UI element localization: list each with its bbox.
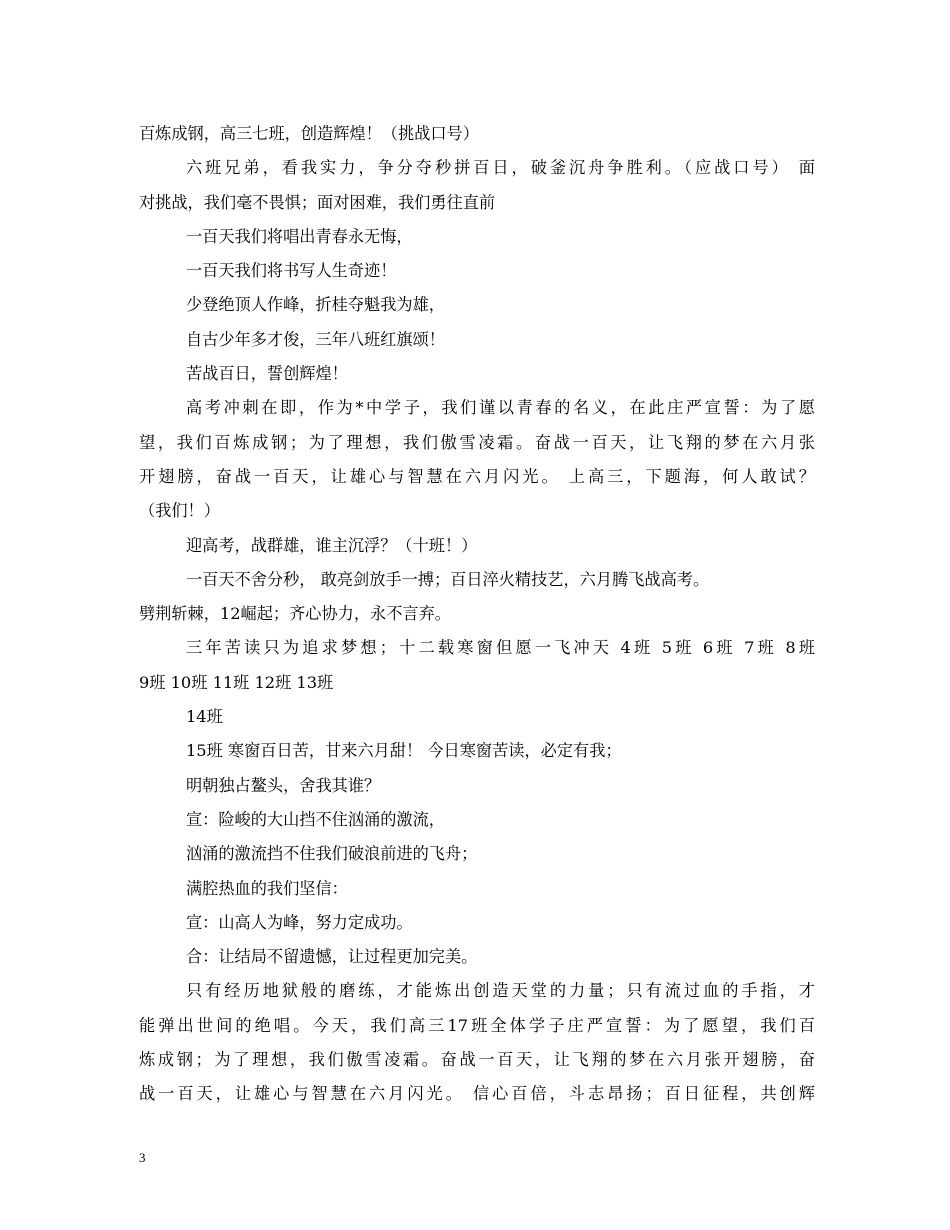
- text-line: 一百天我们将书写人生奇迹！: [186, 261, 397, 281]
- text-line: 满腔热血的我们坚信：: [186, 878, 348, 898]
- text-line: 三年苦读只为追求梦想；十二载寒窗但愿一飞冲天 4班 5班 6班 7班 8班: [186, 638, 815, 658]
- text-line: 对挑战，我们毫不畏惧；面对困难，我们勇往直前: [139, 192, 496, 212]
- text-line: 只有经历地狱般的磨练，才能炼出创造天堂的力量；只有流过血的手指，才: [186, 981, 815, 1001]
- text-line: 宣：山高人为峰，努力定成功。: [186, 912, 413, 932]
- text-line: 劈荆斩棘，12崛起；齐心协力，永不言弃。: [139, 604, 451, 624]
- text-line: 百炼成钢，高三七班，创造辉煌！（挑战口号）: [139, 124, 479, 143]
- text-line: 汹涌的激流挡不住我们破浪前进的飞舟；: [186, 844, 478, 864]
- text-line: 15班 寒窗百日苦，甘来六月甜！ 今日寒窗苦读，必定有我；: [186, 741, 622, 761]
- text-line: 苦战百日，誓创辉煌！: [186, 364, 348, 384]
- text-line: 合：让结局不留遗憾，让过程更加完美。: [186, 947, 478, 967]
- text-line: 能弹出世间的绝唱。今天，我们高三17班全体学子庄严宣誓：为了愿望，我们百: [139, 1015, 815, 1035]
- text-line: 炼成钢；为了理想，我们傲雪凌霜。奋战一百天，让飞翔的梦在六月张开翅膀，奋: [139, 1050, 815, 1070]
- document-body: [139, 117, 815, 1112]
- text-line: 高考冲刺在即，作为*中学子，我们谨以青春的名义，在此庄严宣誓：为了愿: [186, 398, 815, 418]
- text-line: （我们！）: [139, 501, 220, 521]
- text-line: 战一百天，让雄心与智慧在六月闪光。 信心百倍，斗志昂扬；百日征程，共创辉: [139, 1084, 815, 1104]
- text-line: 少登绝顶人作峰，折桂夺魁我为雄，: [186, 295, 445, 315]
- text-line: 开翅膀，奋战一百天，让雄心与智慧在六月闪光。 上高三，下题海，何人敢试？: [139, 466, 815, 486]
- text-line: 一百天不舍分秒， 敢亮剑放手一搏；百日淬火精技艺，六月腾飞战高考。: [186, 569, 710, 589]
- text-line: 望，我们百炼成钢；为了理想，我们傲雪凌霜。奋战一百天，让飞翔的梦在六月张: [139, 432, 815, 452]
- text-line: 9班 10班 11班 12班 13班: [139, 672, 334, 692]
- text-line: 六班兄弟，看我实力，争分夺秒拼百日，破釜沉舟争胜利。（应战口号） 面: [186, 158, 815, 178]
- page-number: 3: [139, 1150, 146, 1165]
- text-line: 宣：险峻的大山挡不住汹涌的激流，: [186, 809, 445, 829]
- text-line: 迎高考，战群雄，谁主沉浮？（十班！）: [186, 535, 478, 555]
- text-line: 明朝独占鳌头，舍我其谁？: [186, 775, 381, 795]
- text-line: 自古少年多才俊，三年八班红旗颂！: [186, 329, 445, 349]
- text-line: 一百天我们将唱出青春永无悔，: [186, 226, 413, 246]
- text-line: 14班: [186, 707, 223, 727]
